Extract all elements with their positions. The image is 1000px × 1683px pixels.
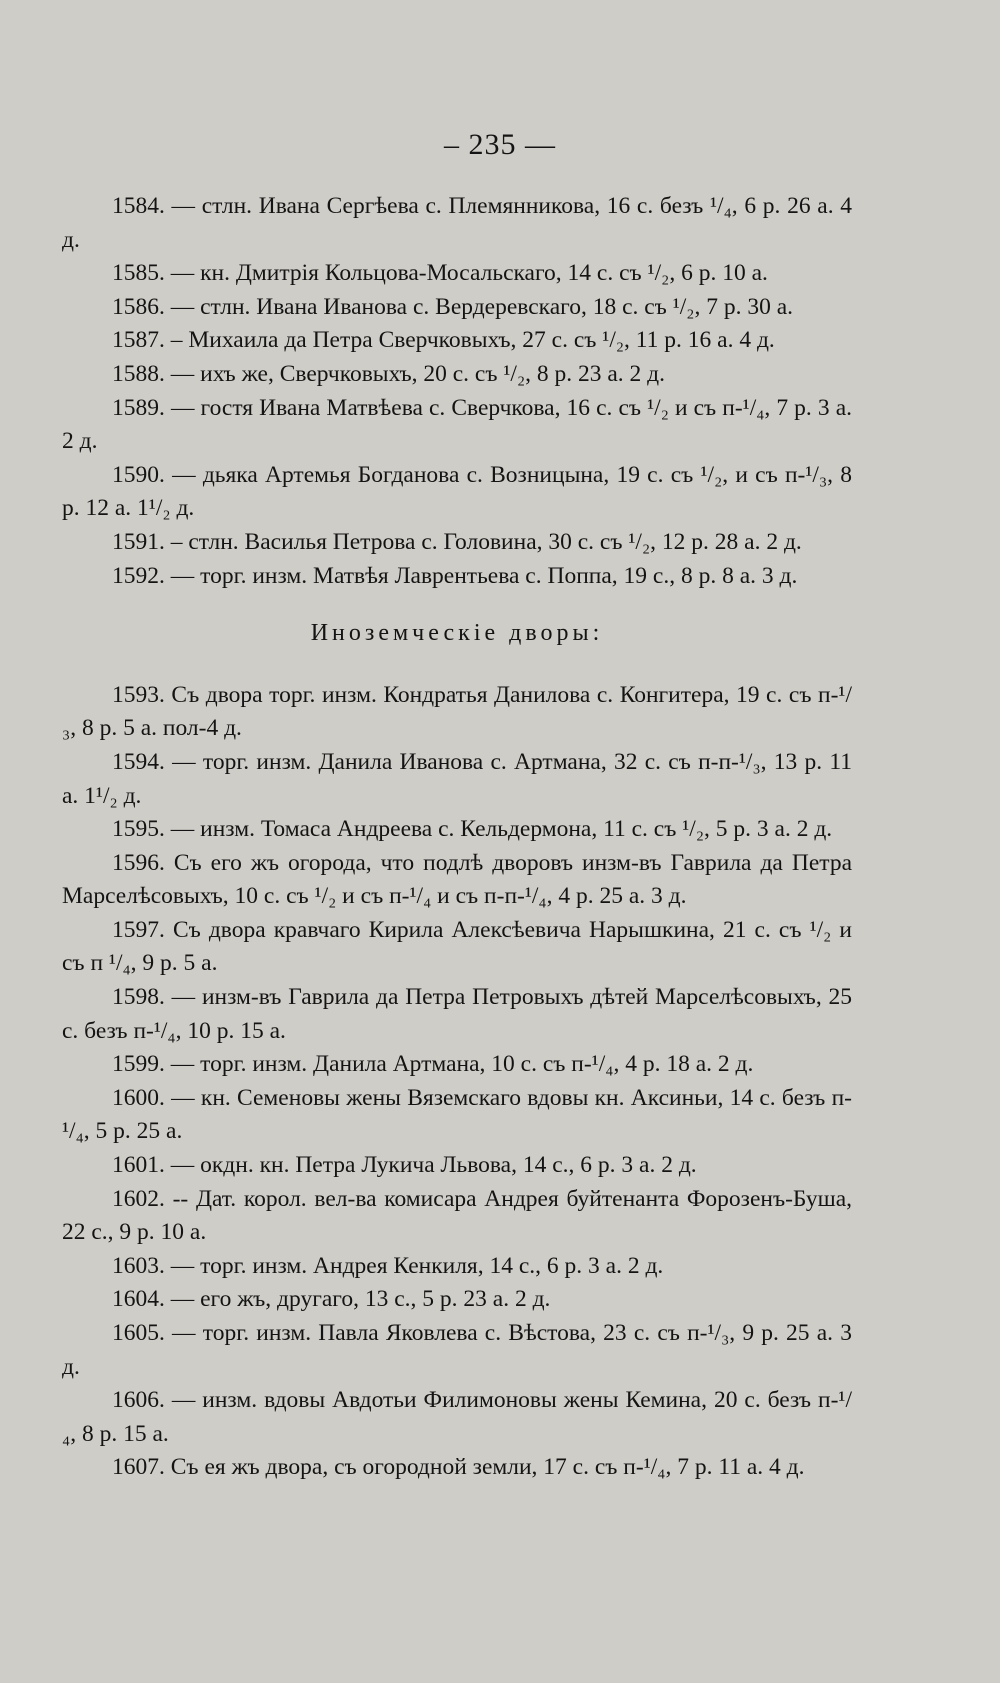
page-number: – 235 — bbox=[444, 128, 556, 161]
section-heading: Иноземческіе дворы: bbox=[310, 620, 604, 647]
entry-1597: 1597. Съ двора кравчаго Кирила Алексѣевича Нарышкина, 21 с. съ ¹/₂ и съ п ¹/₄, 9 р. 5 а. bbox=[62, 916, 852, 977]
entry-1604: 1604. — его жъ, другаго, 13 с., 5 р. 23 а. 2 д. bbox=[112, 1286, 551, 1313]
entry-1607: 1607. Съ ея жъ двора, съ огородной земли, 17 с. съ п-¹/₄, 7 р. 11 а. 4 д. bbox=[112, 1454, 805, 1481]
entry-1600: 1600. — кн. Семеновы жены Вяземскаго вдовы кн. Аксиньи, 14 с. безъ п-¹/₄, 5 р. 25 а. bbox=[62, 1084, 852, 1145]
entry-1586: 1586. — стлн. Ивана Иванова с. Вердеревскаго, 18 с. съ ¹/₂, 7 р. 30 а. bbox=[112, 293, 794, 320]
entry-1595: 1595. — инзм. Томаса Андреева с. Кельдермона, 11 с. съ ¹/₂, 5 р. 3 а. 2 д. bbox=[112, 816, 833, 843]
entry-1593: 1593. Съ двора торг. инзм. Кондратья Данилова с. Конгитера, 19 с. съ п-¹/₃, 8 р. 5 а. пол-4 д. bbox=[62, 681, 852, 742]
entry-1601: 1601. — окдн. кн. Петра Лукича Львова, 14 с., 6 р. 3 а. 2 д. bbox=[112, 1152, 697, 1179]
entry-1591: 1591. – стлн. Василья Петрова с. Головина, 30 с. съ ¹/₂, 12 р. 28 а. 2 д. bbox=[112, 528, 802, 555]
entry-1592: 1592. — торг. инзм. Матвѣя Лаврентьева с. Поппа, 19 с., 8 р. 8 а. 3 д. bbox=[112, 562, 798, 589]
entry-1590: 1590. — дьяка Артемья Богданова с. Возницына, 19 с. съ ¹/₂, и съ п-¹/₃, 8 р. 12 а. 1¹/₂ д. bbox=[62, 461, 852, 522]
entry-1596: 1596. Съ его жъ огорода, что подлѣ дворовъ инзм-въ Гаврила да Петра Марселѣсовыхъ, 10 с. съ ¹/₂ и съ п-¹/₄ и съ п-п-¹/₄, 4 р. 25 а. 3 д. bbox=[62, 849, 852, 910]
entry-1605: 1605. — торг. инзм. Павла Яковлева с. Вѣстова, 23 с. съ п-¹/₃, 9 р. 25 а. 3 д. bbox=[62, 1320, 852, 1380]
entry-1598: 1598. — инзм-въ Гаврила да Петра Петровыхъ дѣтей Марселѣсовыхъ, 25 с. безъ п-¹/₄, 10 р. 15 а. bbox=[62, 984, 852, 1044]
entry-1603: 1603. — торг. инзм. Андрея Кенкиля, 14 с., 6 р. 3 а. 2 д. bbox=[112, 1252, 664, 1279]
entry-1602: 1602. -- Дат. корол. вел-ва комисара Андрея буйтенанта Форозенъ-Буша, 22 с., 9 р. 10 а. bbox=[62, 1185, 852, 1246]
entry-1585: 1585. — кн. Дмитрія Кольцова-Мосальскаго, 14 с. съ ¹/₂, 6 р. 10 а. bbox=[112, 260, 768, 287]
entry-1606: 1606. — инзм. вдовы Авдотьи Филимоновы жены Кемина, 20 с. безъ п-¹/₄, 8 р. 15 а. bbox=[62, 1387, 852, 1447]
entry-1584: 1584. — стлн. Ивана Сергѣева с. Племянникова, 16 с. безъ ¹/₄, 6 р. 26 а. 4 д. bbox=[62, 193, 852, 253]
entry-1594: 1594. — торг. инзм. Данила Иванова с. Артмана, 32 с. съ п-п-¹/₃, 13 р. 11 а. 1¹/₂ д. bbox=[62, 748, 852, 809]
entry-1587: 1587. – Михаила да Петра Сверчковыхъ, 27 с. съ ¹/₂, 11 р. 16 а. 4 д. bbox=[112, 327, 775, 354]
entry-1589: 1589. — гостя Ивана Матвѣева с. Сверчкова, 16 с. съ ¹/₂ и съ п-¹/₄, 7 р. 3 а. 2 д. bbox=[62, 394, 852, 455]
entry-1588: 1588. — ихъ же, Сверчковыхъ, 20 с. съ ¹/₂, 8 р. 23 а. 2 д. bbox=[112, 360, 666, 387]
entry-1599: 1599. — торг. инзм. Данила Артмана, 10 с. съ п-¹/₄, 4 р. 18 а. 2 д. bbox=[112, 1051, 754, 1078]
text-body bbox=[62, 190, 852, 1485]
